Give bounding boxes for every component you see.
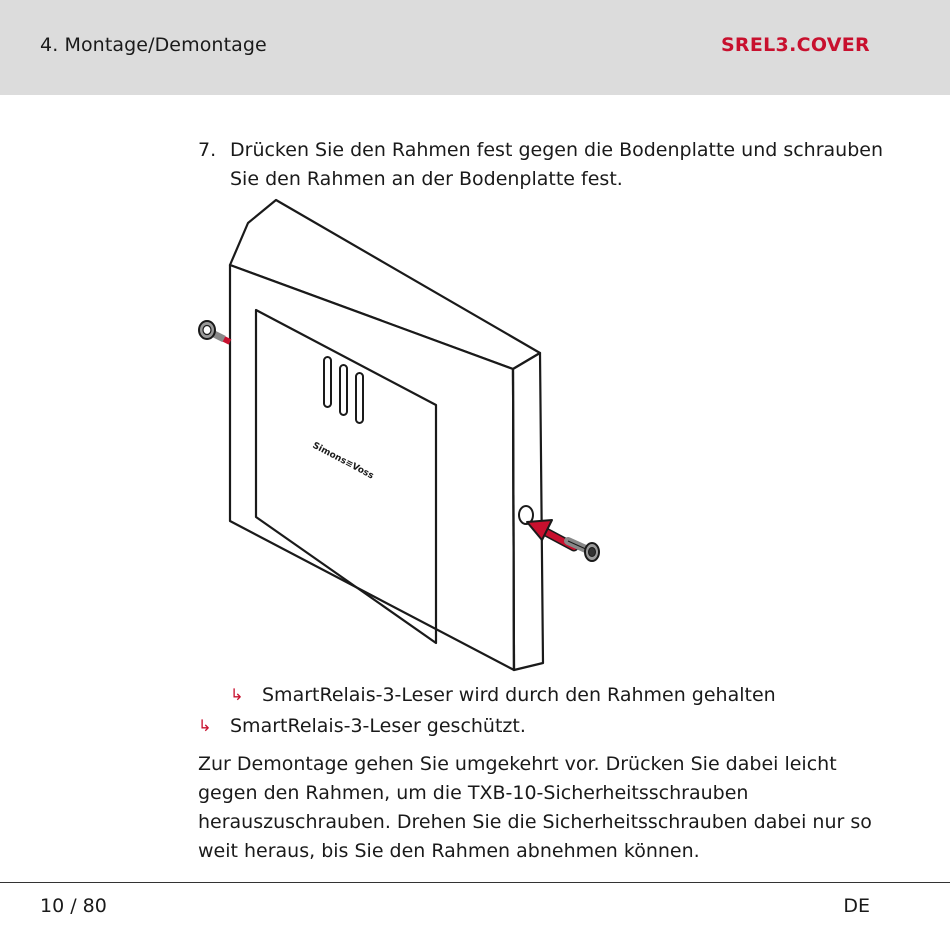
step-number: 7. <box>198 139 217 161</box>
result-text: SmartRelais-3-Leser geschützt. <box>230 715 526 737</box>
product-name: SREL3.COVER <box>720 34 870 56</box>
device-logo: Simons≡Voss <box>310 440 376 482</box>
result-arrow-icon: ↳ <box>230 685 244 704</box>
section-title: 4. Montage/Demontage <box>40 34 267 56</box>
page-header <box>0 0 950 95</box>
result-arrow-icon: ↳ <box>198 716 212 735</box>
result-text: SmartRelais-3-Leser wird durch den Rahmen gehalten <box>262 684 776 706</box>
language-code: DE <box>843 895 870 917</box>
page-number: 10 / 80 <box>40 895 107 917</box>
cover-frame-drawing <box>190 195 620 685</box>
mounting-illustration <box>190 195 620 685</box>
disassembly-paragraph: Zur Demontage gehen Sie umgekehrt vor. Drücken Sie dabei leicht gegen den Rahmen, um die TXB-10-Sicherheitsschrauben herauszuschrauben. Drehen Sie die Sicherheitsschrauben dabei nur so weit heraus, bis Sie den Rahmen abnehmen können. <box>198 753 872 862</box>
screw-left-icon <box>199 321 230 342</box>
footer-divider <box>0 882 950 883</box>
step-text: Drücken Sie den Rahmen fest gegen die Bodenplatte und schrauben Sie den Rahmen an der Bodenplatte fest. <box>230 139 884 190</box>
